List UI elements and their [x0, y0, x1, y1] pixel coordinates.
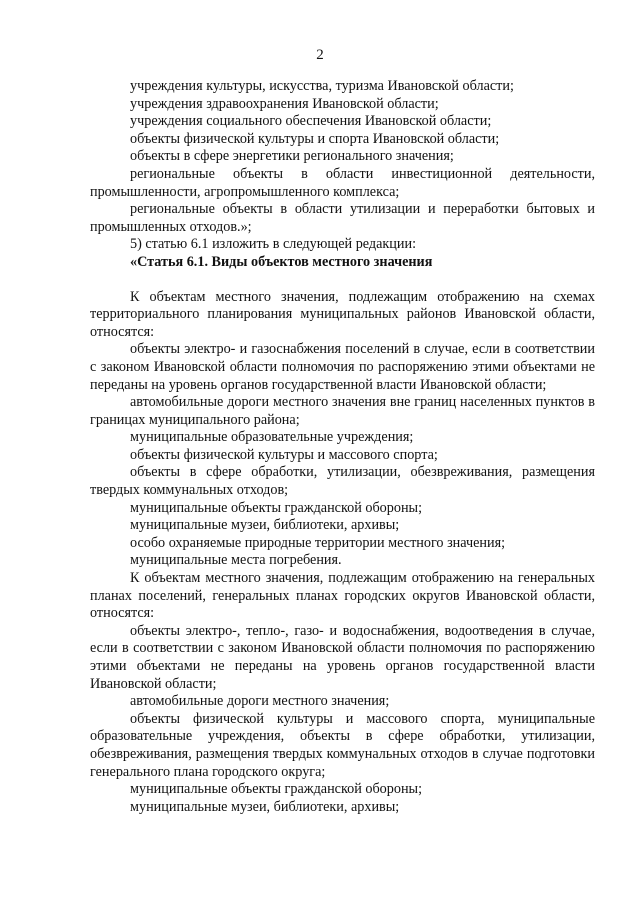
paragraph: учреждения здравоохранения Ивановской области; [130, 95, 439, 112]
paragraph: автомобильные дороги местного значения вне границ населенных пунктов в границах муниципального района; [90, 394, 595, 428]
paragraph: объекты электро-, тепло-, газо- и водоснабжения, водоотведения в случае, если в соответствии с законом Ивановской области полномочия по распоряжению этими объектами не переданы на уровень органов государственной власти Ивановской области; [90, 622, 595, 692]
paragraph: учреждения социального обеспечения Ивановской области; [130, 113, 492, 130]
paragraph: особо охраняемые природные территории местного значения; [130, 534, 506, 551]
paragraph: объекты физической культуры и массового спорта, муниципальные образовательные учреждения, объекты в сфере обработки, утилизации, обезвреживания, размещения твердых коммунальных отходов в случае подготовки генерального плана городского округа; [90, 710, 595, 780]
paragraph: объекты физической культуры и массового спорта; [130, 446, 438, 463]
paragraph: муниципальные объекты гражданской обороны; [130, 781, 423, 798]
paragraph: региональные объекты в области утилизации и переработки бытовых и промышленных отходов.»; [90, 201, 595, 235]
paragraph: муниципальные объекты гражданской обороны; [130, 499, 423, 516]
paragraph: муниципальные образовательные учреждения; [130, 429, 414, 446]
paragraph: учреждения культуры, искусства, туризма Ивановской области; [130, 78, 514, 94]
paragraph: региональные объекты в области инвестиционной деятельности, промышленности, агропромышленного комплекса; [90, 165, 595, 200]
paragraph: 5) статью 6.1 изложить в следующей редакции: [130, 236, 417, 253]
paragraph: объекты в сфере энергетики регионального значения; [130, 148, 454, 165]
paragraph: объекты электро- и газоснабжения поселений в случае, если в соответствии с законом Ивановской области полномочия по распоряжению этими объектами не переданы на уровень органов государственной власти Ивановской области; [90, 341, 595, 393]
paragraph: муниципальные музеи, библиотеки, архивы; [130, 798, 400, 815]
paragraph: объекты в сфере обработки, утилизации, обезвреживания, размещения твердых коммунальных отходов; [90, 464, 595, 499]
paragraph: К объектам местного значения, подлежащим отображению на генеральных планах поселений, генеральных планах городских округов Ивановской области, относятся: [90, 570, 595, 622]
article-heading: «Статья 6.1. Виды объектов местного значения [130, 253, 433, 270]
paragraph: муниципальные места погребения. [130, 552, 342, 569]
spacer [90, 272, 595, 289]
paragraph: муниципальные музеи, библиотеки, архивы; [130, 517, 400, 534]
page-number: 2 [316, 47, 324, 63]
document-body [90, 78, 595, 816]
paragraph: К объектам местного значения, подлежащим отображению на схемах территориального планирования муниципальных районов Ивановской области, относятся: [90, 288, 595, 340]
paragraph: автомобильные дороги местного значения; [130, 693, 390, 710]
paragraph: объекты физической культуры и спорта Ивановской области; [130, 130, 500, 147]
